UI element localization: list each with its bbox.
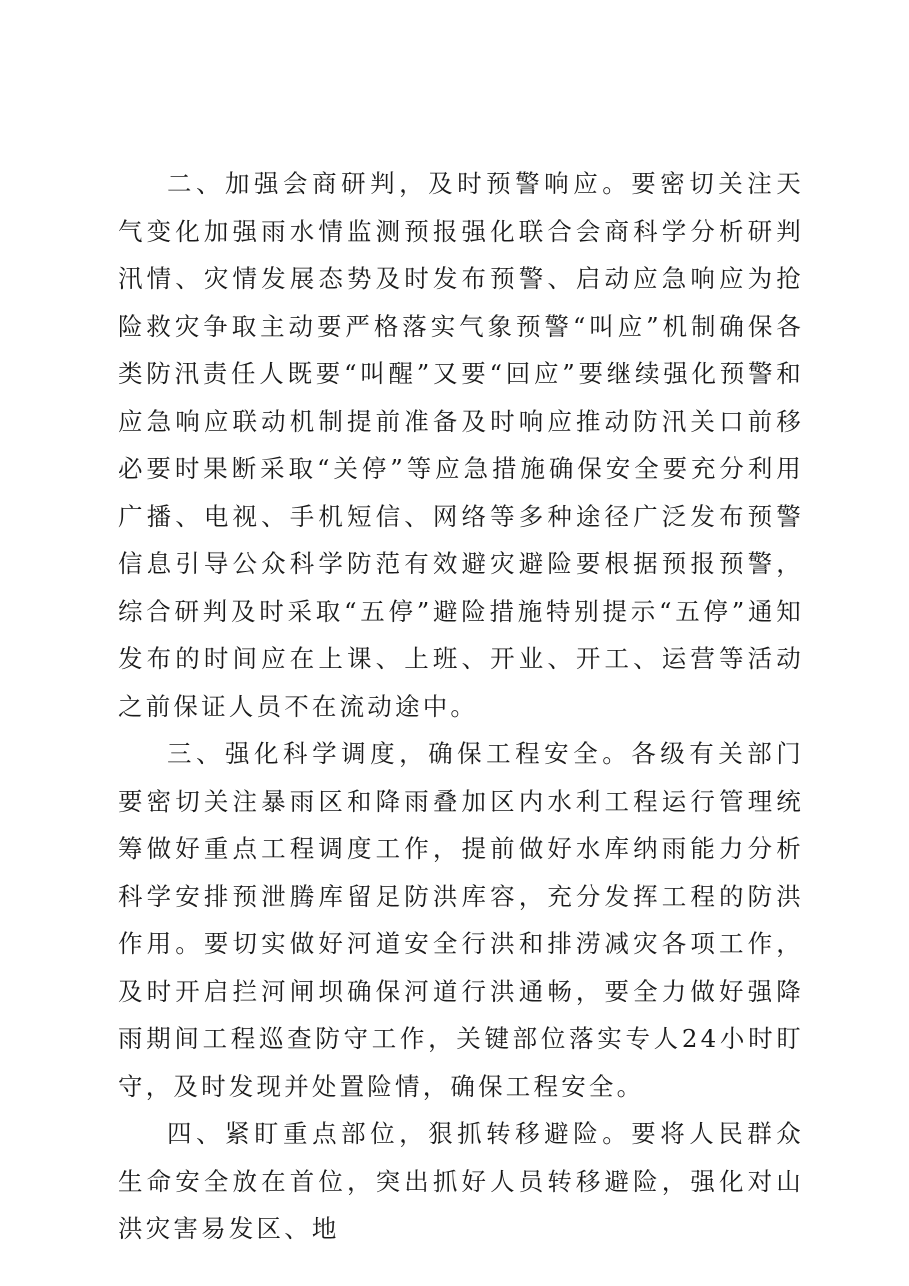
- document-page: [118, 160, 804, 1253]
- paragraph-evacuation: 四、紧盯重点部位，狠抓转移避险。要将人民群众生命安全放在首位，突出抓好人员转移避险，强化对山洪灾害易发区、地: [118, 1119, 804, 1243]
- paragraph-early-warning: 二、加强会商研判，及时预警响应。要密切关注天气变化加强雨水情监测预报强化联合会商科学分析研判汛情、灾情发展态势及时发布预警、启动应急响应为抢险救灾争取主动要严格落实气象预警“叫应”机制确保各类防汛责任人既要“叫醒”又要“回应”要继续强化预警和应急响应联动机制提前准备及时响应推动防汛关口前移必要时果断采取“关停”等应急措施确保安全要充分利用广播、电视、手机短信、网络等多种途径广泛发布预警信息引导公众科学防范有效避灾避险要根据预报预警，综合研判及时采取“五停”避险措施特别提示“五停”通知发布的时间应在上课、上班、开业、开工、运营等活动之前保证人员不在流动途中。: [118, 169, 804, 721]
- paragraph-engineering-safety: 三、强化科学调度，确保工程安全。各级有关部门要密切关注暴雨区和降雨叠加区内水利工程运行管理统筹做好重点工程调度工作，提前做好水库纳雨能力分析科学安排预泄腾库留足防洪库容，充分发挥工程的防洪作用。要切实做好河道安全行洪和排涝减灾各项工作，及时开启拦河闸坝确保河道行洪通畅，要全力做好强降雨期间工程巡查防守工作，关键部位落实专人24小时盯守，及时发现并处置险情，确保工程安全。: [118, 739, 804, 1101]
